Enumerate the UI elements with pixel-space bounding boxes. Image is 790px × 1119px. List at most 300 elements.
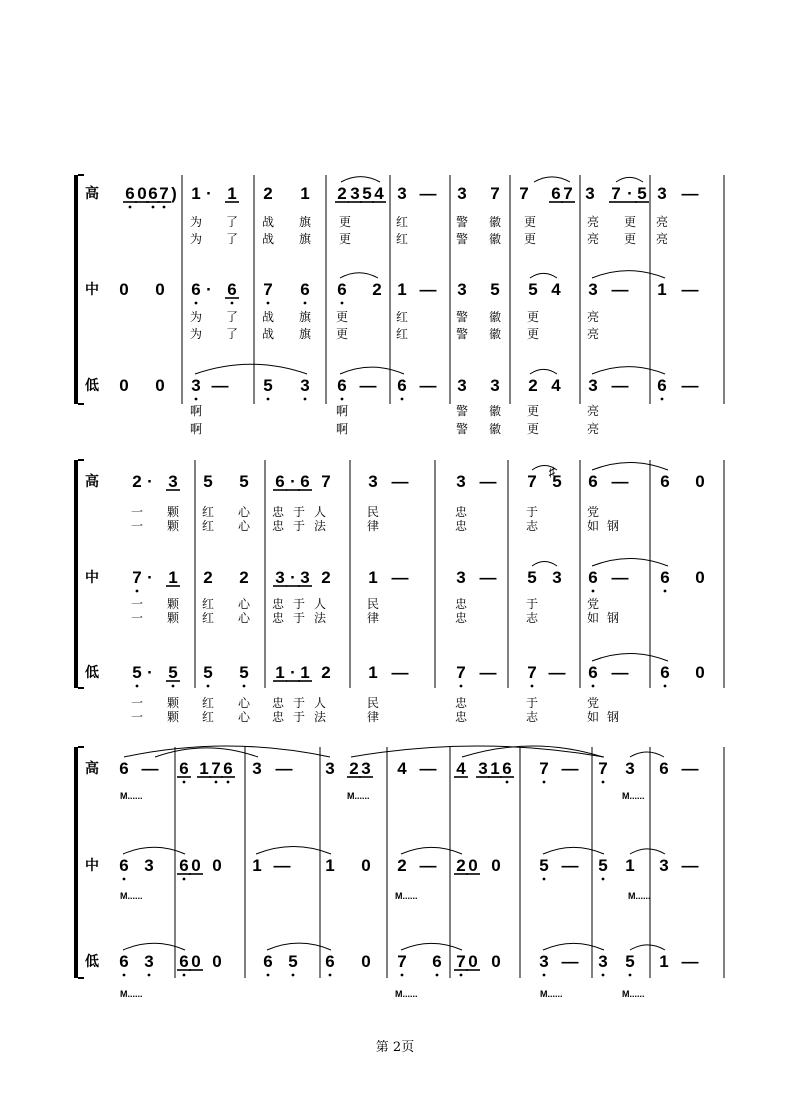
lyric-char: 颗 <box>166 519 180 533</box>
lyric-char: 为 <box>189 327 203 341</box>
note: 7 <box>397 952 407 971</box>
stave-low <box>85 364 699 436</box>
octave-dot <box>267 974 270 977</box>
note: 6 <box>119 856 129 875</box>
note: 0 <box>212 952 222 971</box>
slur <box>592 271 665 278</box>
slur <box>630 945 665 950</box>
octave-dot <box>543 781 546 784</box>
note: 6 <box>588 472 598 491</box>
note: 4 <box>551 280 561 299</box>
lyric-char: 如 <box>586 611 600 625</box>
octave-dot <box>172 685 175 688</box>
note: 3 <box>657 184 667 203</box>
slur <box>534 177 570 182</box>
note: 3 <box>539 952 549 971</box>
note: 6 <box>551 184 561 203</box>
stave-low <box>85 653 705 724</box>
lyric-char: 更 <box>623 232 637 246</box>
note: 6 <box>119 952 129 971</box>
octave-dot <box>341 398 344 401</box>
note: 3 <box>275 568 285 587</box>
dash-note: — <box>611 663 629 682</box>
lyric-char: 战 <box>261 327 275 341</box>
note: 5 <box>527 568 537 587</box>
lyric-char: 旗 <box>298 310 312 324</box>
note: 6 <box>179 952 189 971</box>
note: 3 <box>350 184 360 203</box>
hum-mark: M...... <box>395 989 418 999</box>
note: 0 <box>468 952 478 971</box>
note: ) <box>171 184 177 203</box>
note: 0 <box>361 952 371 971</box>
note: 7 <box>456 663 466 682</box>
dash-note: — <box>419 759 437 778</box>
slur <box>351 746 604 757</box>
note: 0 <box>361 856 371 875</box>
lyric-char: 亮 <box>586 310 600 324</box>
lyric-char: 忠 <box>454 505 468 519</box>
system-bracket <box>74 460 78 688</box>
note: 1 <box>300 663 310 682</box>
note: 4 <box>551 376 561 395</box>
lyric-char: 人 <box>313 597 327 611</box>
lyric-char: 为 <box>189 310 203 324</box>
dash-note: — <box>419 184 437 203</box>
note: 3 <box>144 856 154 875</box>
note: 5 <box>203 472 213 491</box>
lyric-char: 律 <box>366 611 380 625</box>
slur <box>592 462 668 470</box>
note: 2 <box>203 568 213 587</box>
note: 2 <box>132 472 142 491</box>
octave-dot <box>304 398 307 401</box>
dash-note: — <box>611 280 629 299</box>
lyric-char: 党 <box>586 505 600 519</box>
lyric-char: 法 <box>313 519 327 533</box>
lyric-char: 战 <box>261 310 275 324</box>
octave-dot <box>183 974 186 977</box>
lyric-char: 徽 <box>488 232 502 246</box>
note: 3 <box>368 472 378 491</box>
lyric-char: 颗 <box>166 710 180 724</box>
note: 6 <box>179 856 189 875</box>
note: 6 <box>660 568 670 587</box>
lyric-char: 更 <box>523 215 537 229</box>
lyric-char: 法 <box>313 611 327 625</box>
lyric-char: 律 <box>366 519 380 533</box>
lyric-char: 一 <box>130 696 144 710</box>
dash-note: — <box>391 663 409 682</box>
note: 5 <box>362 184 372 203</box>
lyric-char: 亮 <box>586 327 600 341</box>
part-label-mid: 中 <box>85 281 99 297</box>
note: 1 <box>191 184 201 203</box>
note: 3 <box>659 856 669 875</box>
note: 0 <box>491 856 501 875</box>
lyric-char: 民 <box>366 696 380 710</box>
note: 6 <box>657 376 667 395</box>
lyric-char: 法 <box>313 710 327 724</box>
lyric-char: 党 <box>586 696 600 710</box>
note: 7 <box>527 663 537 682</box>
note: 2 <box>337 184 347 203</box>
dash-note: — <box>275 759 293 778</box>
note: 6 <box>660 472 670 491</box>
dash-note: — <box>273 856 291 875</box>
note: 4 <box>456 759 466 778</box>
octave-dot <box>123 878 126 881</box>
lyric-char: 了 <box>225 232 239 246</box>
note: 7 <box>539 759 549 778</box>
lyric-char: 徽 <box>488 327 502 341</box>
system-bracket <box>74 747 78 978</box>
lyric-char: 亮 <box>655 232 669 246</box>
note: 5 <box>132 663 142 682</box>
lyric-char: 于 <box>292 710 306 724</box>
octave-dot <box>304 302 307 305</box>
note: 2 <box>321 568 331 587</box>
lyric-char: 颗 <box>166 611 180 625</box>
lyric-char: 于 <box>525 597 539 611</box>
dash-note: — <box>479 568 497 587</box>
lyric-char: 钢 <box>606 519 620 533</box>
note: 0 <box>155 280 165 299</box>
lyric-char: 律 <box>366 710 380 724</box>
note: 3 <box>300 376 310 395</box>
lyric-char: 警 <box>455 404 469 418</box>
dash-note: — <box>561 856 579 875</box>
dash-note: — <box>391 568 409 587</box>
lyric-char: 亮 <box>655 215 669 229</box>
lyric-char: 党 <box>586 597 600 611</box>
note: 3 <box>168 472 178 491</box>
octave-dot <box>592 590 595 593</box>
note: 6 <box>588 663 598 682</box>
lyric-char: 为 <box>189 215 203 229</box>
part-label-mid: 中 <box>85 857 99 873</box>
lyric-char: 于 <box>292 611 306 625</box>
note: 1 <box>397 280 407 299</box>
lyric-char: 更 <box>338 215 352 229</box>
lyric-char: 忠 <box>271 611 285 625</box>
slur <box>616 177 643 182</box>
note: 0 <box>468 856 478 875</box>
lyric-char: 钢 <box>606 710 620 724</box>
lyric-char: 更 <box>526 422 540 436</box>
note: 3 <box>625 759 635 778</box>
lyric-char: 了 <box>225 310 239 324</box>
slur <box>123 943 185 950</box>
lyric-char: 忠 <box>271 505 285 519</box>
bracket-hooks <box>78 175 84 404</box>
lyric-char: 更 <box>526 404 540 418</box>
note: 3 <box>552 568 562 587</box>
slur <box>592 367 665 374</box>
dash-note: — <box>561 759 579 778</box>
note: 6 <box>325 952 335 971</box>
lyric-char: 了 <box>225 327 239 341</box>
octave-dot <box>531 685 534 688</box>
lyric-char: 红 <box>201 597 215 611</box>
note: 2 <box>372 280 382 299</box>
system-1 <box>74 175 724 436</box>
note: 1 <box>227 184 237 203</box>
lyric-char: 忠 <box>271 696 285 710</box>
lyric-char: 红 <box>395 232 409 246</box>
octave-dot <box>195 302 198 305</box>
note: 5 <box>203 663 213 682</box>
lyric-char: 心 <box>237 505 251 519</box>
dot-mark: · <box>290 568 296 587</box>
dash-note: — <box>141 759 159 778</box>
lyric-char: 一 <box>130 505 144 519</box>
stave-high <box>85 746 699 801</box>
note: 6 <box>300 280 310 299</box>
note: 6 <box>337 376 347 395</box>
note: 3 <box>191 376 201 395</box>
stave-mid <box>85 847 699 902</box>
dash-note: — <box>391 472 409 491</box>
lyric-char: 警 <box>455 327 469 341</box>
lyric-char: 忠 <box>271 519 285 533</box>
note: 5 <box>168 663 178 682</box>
lyric-char: 钢 <box>606 611 620 625</box>
note: 6 <box>223 759 233 778</box>
lyric-char: 于 <box>292 696 306 710</box>
note: 1 <box>625 856 635 875</box>
lyric-char: 于 <box>525 505 539 519</box>
slur <box>630 849 665 854</box>
lyric-char: 颗 <box>166 505 180 519</box>
octave-dot <box>231 302 234 305</box>
octave-dot <box>152 206 155 209</box>
hum-mark: M...... <box>395 891 418 901</box>
lyric-char: 忠 <box>454 611 468 625</box>
lyric-char: 红 <box>395 215 409 229</box>
slur <box>401 943 462 950</box>
note: 1 <box>199 759 209 778</box>
hum-mark: M...... <box>120 989 143 999</box>
octave-dot <box>664 685 667 688</box>
hum-mark: M...... <box>120 791 143 801</box>
note: 2 <box>239 568 249 587</box>
lyric-char: 警 <box>455 215 469 229</box>
octave-dot <box>506 781 509 784</box>
dot-mark: · <box>147 568 153 587</box>
note: 0 <box>191 856 201 875</box>
slur <box>340 367 404 374</box>
part-label-mid: 中 <box>85 569 99 585</box>
dash-note: — <box>611 376 629 395</box>
octave-dot <box>136 590 139 593</box>
lyric-char: 于 <box>525 696 539 710</box>
hum-mark: M...... <box>622 791 645 801</box>
dash-note: — <box>681 856 699 875</box>
lyric-char: 红 <box>201 611 215 625</box>
note: 0 <box>119 376 129 395</box>
lyric-char: 红 <box>395 310 409 324</box>
lyric-char: 亮 <box>586 422 600 436</box>
octave-dot <box>129 206 132 209</box>
note: 6 <box>300 472 310 491</box>
octave-dot <box>163 206 166 209</box>
lyric-char: 啊 <box>189 404 203 418</box>
note: 2 <box>456 856 466 875</box>
lyric-char: 忠 <box>454 696 468 710</box>
bracket-hooks <box>78 460 84 688</box>
note: 6 <box>397 376 407 395</box>
part-label-high: 高 <box>85 473 99 489</box>
note: 3 <box>397 184 407 203</box>
note: 3 <box>598 952 608 971</box>
lyric-char: 于 <box>292 505 306 519</box>
lyric-char: 红 <box>395 327 409 341</box>
slur <box>340 273 378 278</box>
note: 0 <box>119 280 129 299</box>
slur <box>124 746 330 757</box>
octave-dot <box>602 781 605 784</box>
note: 3 <box>478 759 488 778</box>
lyric-char: 更 <box>623 215 637 229</box>
note: 0 <box>155 376 165 395</box>
lyric-char: 忠 <box>454 710 468 724</box>
dash-note: — <box>548 663 566 682</box>
hum-mark: M...... <box>628 891 651 901</box>
note: 7 <box>321 472 331 491</box>
lyric-char: 啊 <box>335 422 349 436</box>
octave-dot <box>401 398 404 401</box>
part-label-low: 低 <box>85 377 99 393</box>
octave-dot <box>123 974 126 977</box>
lyric-char: 一 <box>130 710 144 724</box>
lyric-char: 亮 <box>586 215 600 229</box>
note: 1 <box>325 856 335 875</box>
note: 5 <box>490 280 500 299</box>
octave-dot <box>215 781 218 784</box>
lyric-char: 志 <box>525 710 539 724</box>
note: 7 <box>132 568 142 587</box>
dash-note: — <box>479 663 497 682</box>
note: 6 <box>227 280 237 299</box>
lyric-char: 更 <box>335 310 349 324</box>
lyric-char: 红 <box>201 505 215 519</box>
note: 7 <box>159 184 169 203</box>
note: 6 <box>191 280 201 299</box>
note: 0 <box>191 952 201 971</box>
dash-note: — <box>419 856 437 875</box>
lyric-char: 民 <box>366 505 380 519</box>
lyric-char: 一 <box>130 611 144 625</box>
note: 5 <box>528 280 538 299</box>
lyric-char: 更 <box>338 232 352 246</box>
note: 1 <box>275 663 285 682</box>
octave-dot <box>602 878 605 881</box>
system-bracket <box>74 175 78 404</box>
note: 6 <box>432 952 442 971</box>
lyric-char: 警 <box>455 232 469 246</box>
note: 5 <box>239 472 249 491</box>
octave-dot <box>267 302 270 305</box>
note: 3 <box>252 759 262 778</box>
note: 2 <box>263 184 273 203</box>
note: 6 <box>148 184 158 203</box>
dot-mark: · <box>627 184 633 203</box>
note: 5 <box>239 663 249 682</box>
note: 1 <box>490 759 500 778</box>
dash-note: — <box>681 759 699 778</box>
note: 0 <box>695 663 705 682</box>
octave-dot <box>329 974 332 977</box>
lyric-char: 志 <box>525 611 539 625</box>
note: 7 <box>519 184 529 203</box>
note: 6 <box>263 952 273 971</box>
note: 6 <box>119 759 129 778</box>
part-label-high: 高 <box>85 185 99 201</box>
page-number: 第 2页 <box>375 1040 415 1055</box>
lyric-char: 更 <box>523 232 537 246</box>
lyric-char: 旗 <box>298 232 312 246</box>
lyric-char: 民 <box>366 597 380 611</box>
hum-mark: M...... <box>120 891 143 901</box>
note: 1 <box>368 663 378 682</box>
note: 3 <box>457 376 467 395</box>
octave-dot <box>183 781 186 784</box>
octave-dot <box>436 974 439 977</box>
note: 1 <box>368 568 378 587</box>
lyric-char: 更 <box>526 310 540 324</box>
octave-dot <box>136 685 139 688</box>
hum-mark: M...... <box>347 791 370 801</box>
bracket-hooks <box>78 747 84 978</box>
note: 5 <box>539 856 549 875</box>
dash-note: — <box>681 184 699 203</box>
dash-note: — <box>611 568 629 587</box>
note: 5 <box>625 952 635 971</box>
note: 7 <box>490 184 500 203</box>
slur <box>543 847 604 854</box>
note: 0 <box>212 856 222 875</box>
note: 3 <box>585 184 595 203</box>
stave-high <box>85 462 705 533</box>
lyric-char: 于 <box>292 519 306 533</box>
octave-dot <box>460 974 463 977</box>
dash-note: — <box>419 280 437 299</box>
slur <box>123 847 185 854</box>
hum-mark: M...... <box>540 989 563 999</box>
lyric-char: 徽 <box>488 310 502 324</box>
note: 2 <box>528 376 538 395</box>
lyric-char: 人 <box>313 505 327 519</box>
dash-note: — <box>211 376 229 395</box>
slur <box>530 273 557 278</box>
note: 6 <box>588 568 598 587</box>
dot-mark: · <box>147 663 153 682</box>
part-label-low: 低 <box>85 953 99 969</box>
dash-note: — <box>681 280 699 299</box>
lyric-char: 忠 <box>454 597 468 611</box>
octave-dot <box>543 878 546 881</box>
lyric-char: 心 <box>237 696 251 710</box>
lyric-char: 啊 <box>189 422 203 436</box>
lyric-char: 战 <box>261 232 275 246</box>
octave-dot <box>292 974 295 977</box>
note: 7 <box>456 952 466 971</box>
lyric-char: 心 <box>237 710 251 724</box>
octave-dot <box>227 781 230 784</box>
lyric-char: 亮 <box>586 232 600 246</box>
note: 5 <box>288 952 298 971</box>
